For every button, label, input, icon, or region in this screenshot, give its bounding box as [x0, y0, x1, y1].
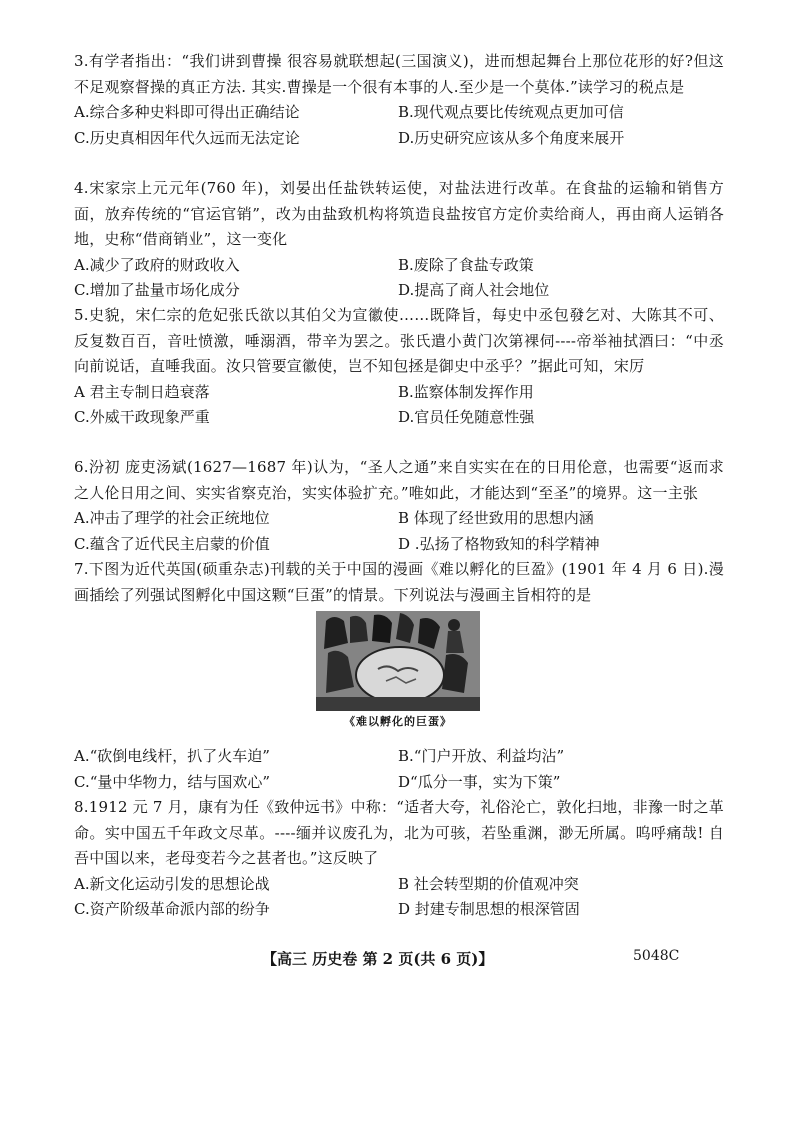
option-d: D.提高了商人社会地位 — [398, 281, 550, 299]
option-b: B.“门户开放、利益均沾” — [398, 747, 565, 765]
option-c: C.蕴含了近代民主启蒙的价值 — [74, 534, 270, 553]
option-b: B 社会转型期的价值观冲突 — [398, 874, 579, 893]
question-5 — [74, 303, 724, 431]
options — [74, 380, 724, 431]
option-b: B.废除了食盐专政策 — [398, 255, 534, 274]
cartoon-image — [316, 611, 480, 711]
question-6 — [74, 455, 724, 557]
option-a: A.“砍倒电线杆，扒了火车迫” — [74, 747, 270, 765]
option-d: D.历史研究应该从多个角度来展开 — [398, 128, 625, 147]
question-stem: 6.汾初 庞吏汤斌(1627—1687 年)认为，“圣人之通”来自实实在在的日用伦意，也需要“返而求之人伦日用之间、实实省察克治，实实体验扩充。”唯如此，才能达到“至圣”的境界。这一主张 — [74, 458, 724, 502]
option-c: C.增加了盐量市场化成分 — [74, 281, 240, 299]
question-stem: 4.宋家宗上元元年(760 年)，刘晏出任盐铁转运使，对盐法进行改革。在食盐的运输和销售方面，放弃传统的“官运官销”，改为由盐致机构将筑造良盐按官方定价卖给商人，再由商人运销各地，史称“借商销业”，这一变化 — [74, 179, 724, 248]
option-d: D.官员任免随意性强 — [398, 408, 535, 426]
question-stem: 8.1912 元 7 月，康有为任《致仲远书》中称：“适者大夸，礼俗沦亡，敦化扫地，非豫一时之革命。实中国五千年政文尽革。----缅并议废孔为，北为可骇，若坠重渊，渺无所属。呜呼痛哉! 自吾中国以来，老母变若今之甚者也。”这反映了 — [74, 798, 724, 867]
question-7 — [74, 557, 724, 608]
option-c: C.“量中华物力，结与国欢心” — [74, 772, 271, 791]
option-c: C.外威干政现象严重 — [74, 408, 210, 426]
question-4 — [74, 176, 724, 304]
option-c: C.资产阶级革命派内部的纷争 — [74, 900, 270, 918]
option-a: A.综合多种史料即可得出正确结论 — [74, 103, 300, 121]
option-a: A.减少了政府的财政收入 — [74, 255, 240, 274]
option-a: A 君主专制日趋衰落 — [74, 382, 210, 401]
option-c: C.历史真相因年代久远而无法定论 — [74, 128, 300, 147]
question-stem: 7.下图为近代英国(硕重杂志)刊载的关于中国的漫画《难以孵化的巨盈》(1901 年 4 月 6 日).漫画插绘了列强试图孵化中国这颗“巨蛋”的情景。下列说法与漫画主旨相符的是 — [74, 560, 724, 604]
options — [74, 100, 724, 151]
exam-code: 5048C — [633, 948, 680, 964]
question-7-options — [74, 744, 724, 795]
cartoon-figure — [316, 611, 480, 729]
option-d: D“瓜分一事，实为下策” — [398, 772, 561, 791]
options — [74, 253, 724, 304]
question-stem: 3.有学者指出：“我们讲到曹操 很容易就联想起(三国演义)，进而想起舞台上那位花形的好?但这不足观察督操的真正方法. 其实.曹操是一个很有本事的人.至少是一个莫体.”读学习的税点是 — [74, 52, 724, 96]
option-b: B.现代观点要比传统观点更加可信 — [398, 103, 624, 121]
page-footer: 【高三 历史卷 第 2 页(共 6 页)】 — [262, 950, 494, 968]
options — [74, 872, 724, 923]
question-stem: 5.史貌，宋仁宗的危妃张氏欲以其伯父为宣徽使……既降旨，每史中丞包發乞对、大陈其不可、反复数百百，音吐愤激，唾溺酒，带辛为罢之。张氏遣小黄门次第裸伺----帝举袖拭酒曰：“中丞向前说话，直唾我面。汝只管要宣徽使，岂不知包拯是御史中丞乎？”据此可知，宋厉 — [74, 306, 724, 375]
option-d: D .弘扬了格物致知的科学精神 — [398, 534, 600, 553]
option-b: B 体现了经世致用的思想内涵 — [398, 509, 594, 527]
option-a: A.新文化运动引发的思想论战 — [74, 874, 270, 893]
options — [74, 744, 724, 795]
question-8 — [74, 795, 724, 923]
option-b: B.监察体制发挥作用 — [398, 382, 534, 401]
options — [74, 506, 724, 557]
option-d: D 封建专制思想的根深管固 — [398, 900, 580, 918]
cartoon-caption: 《难以孵化的巨蛋》 — [344, 715, 452, 728]
question-3 — [74, 49, 724, 151]
option-a: A.冲击了理学的社会正统地位 — [74, 509, 270, 527]
